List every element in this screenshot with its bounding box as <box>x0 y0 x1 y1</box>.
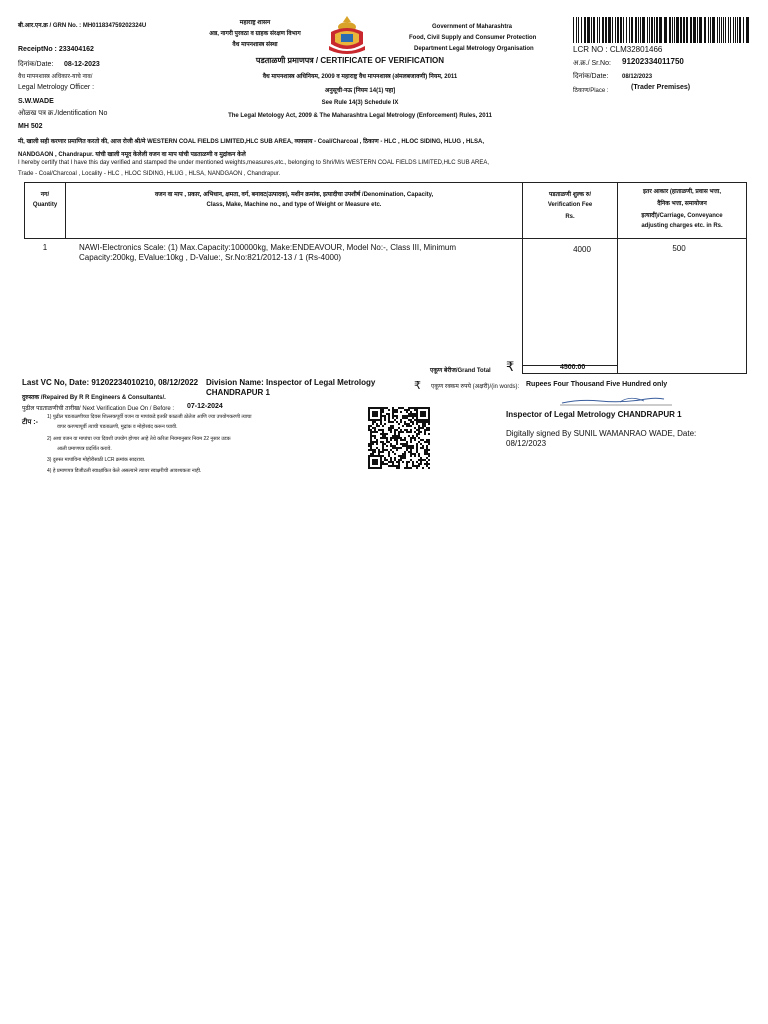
division-name-line1: Division Name: Inspector of Legal Metrology <box>206 378 376 387</box>
col-qty-en: Quantity <box>32 202 58 208</box>
row-verification-fee: 4000 <box>573 245 591 254</box>
qr-code <box>365 407 433 469</box>
gov-mr-line2: अन्न, नागरी पुरवठा व ग्राहक संरक्षण विभाग <box>209 31 301 37</box>
schedule-mr: अनुसूची-नऊ [नियम 14(1) पहा] <box>324 88 396 94</box>
sr-label: अ.क्र./ Sr.No: <box>573 60 611 67</box>
note-3: 3) दुरुस्त मापांविना मोहोरीसाठी LCR क्रमांक सादरावा. <box>47 457 146 463</box>
inspector-name: Inspector of Legal Metrology CHANDRAPUR 1 <box>506 410 682 419</box>
act-en: The Legal Metology Act, 2009 & The Maharashtra Legal Metrology (Enforcement) Rules, 2011 <box>228 113 492 119</box>
certify-en-line1: I hereby certify that I have this day verified and stamped the under mentioned weights,measures,etc., belonging to Shri/M/s WESTERN COAL FIELDS LIMITED,HLC SUB AREA, <box>18 160 489 166</box>
barcode <box>573 17 751 43</box>
note-1a: 1) पुढील पडताळणीच्या दिवस शिल्लकपूर्वी वजन वा मापांकडे इतकी काळजी ठोलेज आणि ज्या उपयोगकरणी त्याचा <box>47 414 252 420</box>
officer-label-mr: वैध मापनशास्त्र अधिकार-याचे नाव/ <box>18 74 93 80</box>
amount-in-words-label: एकूण रक्कम रुपये (अक्षरी)/(in words): <box>431 384 520 390</box>
note-2b: आली प्रमाणपत्र प्रदर्शित करावे. <box>57 446 112 452</box>
date-label: दिनांक/Date: <box>18 61 54 68</box>
gov-mr-line3: वैध मापनशास्त्र संस्था <box>232 42 278 48</box>
certificate-title: पडताळणी प्रमाणपत्र / CERTIFICATE OF VERIFICATION <box>255 56 445 65</box>
grand-total-label: एकूण बेरीज/Grand Total <box>430 368 491 374</box>
note-2a: 2) अशा वजन वा मापांचा ज्या दिवशी उपयोग होणार आहे तेथे करिता नियमानुसार नियम 22 नुसार उडक <box>47 436 231 442</box>
col-other-line2: दैनिक भत्ता, समायोजन <box>657 201 707 207</box>
right-date-label: दिनांक/Date: <box>573 73 609 80</box>
receipt-number: ReceiptNo : 233404162 <box>18 46 94 53</box>
grn-number: बी.आर.एन.क्र / GRN No. : MH011834759202324U <box>18 23 147 29</box>
place-label: ठिकाण/Place : <box>573 88 609 94</box>
right-date-value: 08/12/2023 <box>622 74 653 80</box>
certify-en-line2: Trade - Coal/Charcoal , Locality - HLC , HLOC SIDING, HLUG , HLSA, NANDGAON , Chandrapur. <box>18 171 281 177</box>
act-mr: वैध मापनशास्त्र अधिनियम, 2009 व महाराष्ट्र वैध मापनशास्त्र (अंमलबजावणी) नियम, 2011 <box>262 74 458 80</box>
schedule-en: See Rule 14(3) Schedule IX <box>321 100 399 106</box>
col-desc-line1: वजन वा माप , प्रकार, अभिधान, क्षमता, वर्ग, बनावट(उत्पादक), मशीन क्रमांक, इत्यादीचा उपशीर्ष /Denomination, Capacity, <box>154 192 434 198</box>
division-name-line2: CHANDRAPUR 1 <box>206 388 271 397</box>
note-1b: वापर करण्यापूर्वी त्याची पडताळणी, मुद्रांक व मोहोरबंद करून घ्यावी. <box>57 424 178 430</box>
note-label: टीप :- <box>22 419 38 426</box>
row-description-line1: NAWI-Electronics Scale: (1) Max.Capacity:100000kg, Make:ENDEAVOUR, Model No:-, Class III, Minimum <box>79 243 456 252</box>
col-fee-line2: Verification Fee <box>547 202 593 208</box>
sr-value: 91202334011750 <box>622 57 684 66</box>
col-other-line1: इतर आकार (हाताळणी, प्रवास भत्ता, <box>642 189 721 195</box>
maharashtra-emblem-icon <box>323 14 371 54</box>
next-verification-label: पुढील पडताळणीची तारीख/ Next Verification Due On / Before : <box>22 406 175 412</box>
col-other-line4: adjusting charges etc. in Rs. <box>641 223 723 229</box>
digitally-signed-line1: Digitally signed By SUNIL WAMANRAO WADE, Date: <box>506 429 697 438</box>
col-other-line3: इत्यादी)/Carriage, Conveyance <box>641 213 723 219</box>
row-quantity: 1 <box>42 243 48 252</box>
identification-label: ओळख पत्र क्र./Identification No <box>18 110 108 117</box>
repaired-by: दुरुस्तक /Repaired By R R Engineers & Consultants/. <box>22 395 166 401</box>
last-vc-number: Last VC No, Date: 91202234010210, 08/12/2022 <box>22 378 199 387</box>
certify-mr-line1: मी, खाली सही करणार प्रमाणित करतो की, आज रोजी श्री/मे WESTERN COAL FIELDS LIMITED,HLC SUB AREA, व्यवसाय - Coal/Charcoal , ठिकाण - HLC , HLOC SIDING, HLUG , HLSA, <box>18 139 484 145</box>
date-value: 08-12-2023 <box>64 61 100 68</box>
rupee-icon: ₹ <box>506 359 515 374</box>
note-4: 4) हे प्रमाणपत्र डिजीटली स्वाक्षांकित केले असल्याने त्यावर स्वाक्षरीची आवश्यकता नाही. <box>47 468 202 474</box>
officer-name: S.W.WADE <box>18 98 54 105</box>
grand-total-value: 4500.00 <box>560 364 586 371</box>
row-description-line2: Capacity:200kg, EValue:10kg , D-Value:, Sr.No:821/2012-13 / 1 (Rs-4000) <box>79 253 342 262</box>
col-fee-line1: पडताळणी शुल्क रु/ <box>548 192 592 198</box>
lcr-number: LCR NO : CLM32801466 <box>573 45 663 54</box>
gov-en-line3: Department Legal Metrology Organisation <box>414 46 534 52</box>
col-desc-line2: Class, Make, Machine no., and type of Weight or Measure etc. <box>206 202 382 208</box>
certify-mr-line2: NANDGAON , Chandrapur. यांची खाली नमूद केलेली वजन वा माप यांची पडताळणी व मुद्रांकन केले <box>18 152 246 158</box>
next-verification-date: 07-12-2024 <box>187 403 223 410</box>
officer-label-en: Legal Metrology Officer : <box>18 84 95 91</box>
amount-in-words-value: Rupees Four Thousand Five Hundred only <box>526 381 668 388</box>
col-fee-line3: Rs. <box>565 214 575 220</box>
col-qty-mr: नग/ <box>40 192 50 198</box>
place-value: (Trader Premises) <box>631 84 691 91</box>
gov-en-line2: Food, Civil Supply and Consumer Protection <box>409 35 537 41</box>
digitally-signed-line2: 08/12/2023 <box>506 439 547 448</box>
gov-mr-line1: महाराष्ट्र शासन <box>239 20 271 26</box>
gov-en-line1: Government of Maharashtra <box>432 24 513 30</box>
rupee-words-icon: ₹ <box>414 380 421 392</box>
signature-mark <box>560 393 672 407</box>
row-other-charges: 500 <box>672 244 686 253</box>
identification-value: MH 502 <box>18 123 43 130</box>
